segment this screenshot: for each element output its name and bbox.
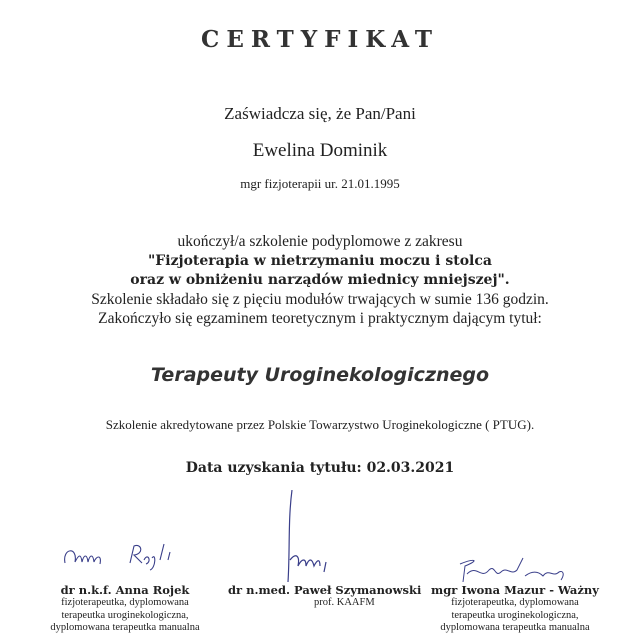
- exam-text: Zakończyło się egzaminem teoretycznym i praktycznym dającym tytuł:: [98, 310, 542, 327]
- signatory-title-line: prof. KAAFM: [314, 597, 375, 608]
- modules-text: Szkolenie składało się z pięciu modułów trwających w sumie 136 godzin.: [91, 291, 549, 308]
- signature-pawel-szymanowski: [278, 490, 338, 585]
- date-line: Data uzyskania tytułu: 02.03.2021: [185, 460, 455, 476]
- certificate-title: CERTYFIKAT: [201, 26, 439, 53]
- certifies-text: Zaświadcza się, że Pan/Pani: [224, 104, 416, 123]
- signatory-name: dr n.med. Paweł Szymanowski: [228, 583, 422, 597]
- course-title-line1: "Fizjoterapia w nietrzymaniu moczu i stolca: [148, 253, 492, 269]
- signatory-2: [228, 583, 422, 610]
- signatory-title-line: dyplomowana terapeutka manualna: [50, 622, 200, 633]
- signatory-title-line: dyplomowana terapeutka manualna: [440, 622, 590, 633]
- signatory-name: mgr Iwona Mazur - Ważny: [431, 583, 599, 597]
- signatory-3: [415, 583, 615, 635]
- recipient-details: mgr fizjoterapii ur. 21.01.1995: [240, 176, 400, 191]
- recipient-name: Ewelina Dominik: [252, 140, 388, 161]
- signatory-name: dr n.k.f. Anna Rojek: [60, 583, 190, 597]
- completed-text: ukończył/a szkolenie podyplomowe z zakresu: [177, 233, 463, 250]
- signatory-1: [25, 583, 225, 635]
- signatory-title-line: terapeutka uroginekologiczna,: [61, 609, 189, 621]
- accreditation-text: Szkolenie akredytowane przez Polskie Towarzystwo Uroginekologiczne ( PTUG).: [105, 417, 535, 432]
- signature-anna-rojek: [60, 538, 180, 573]
- course-title-line2: oraz w obniżeniu narządów miednicy mniejszej".: [130, 272, 510, 288]
- signatory-title-line: terapeutka uroginekologiczna,: [451, 609, 579, 621]
- signature-iwona-mazur-wazny: [455, 556, 575, 586]
- degree-title: Terapeuty Uroginekologicznego: [150, 364, 490, 386]
- signatory-title-line: fizjoterapeutka, dyplomowana: [451, 597, 579, 608]
- signatory-title-line: fizjoterapeutka, dyplomowana: [61, 597, 189, 608]
